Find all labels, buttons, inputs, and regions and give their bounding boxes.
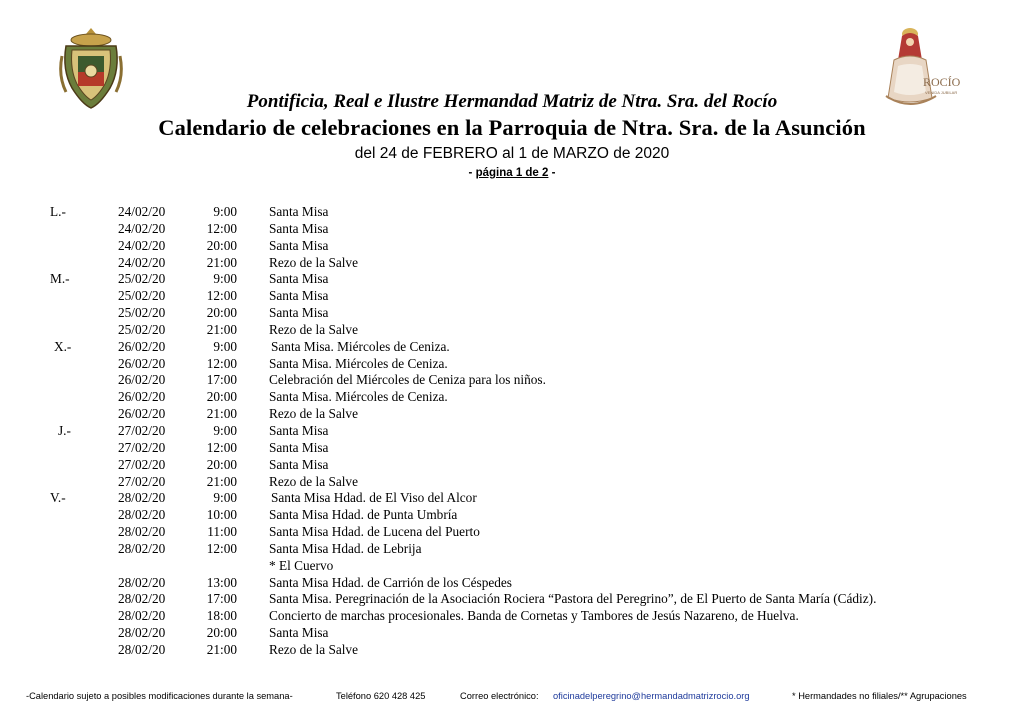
schedule-row (0, 305, 1024, 322)
time-cell: 17:00 (206, 591, 237, 607)
date-cell: 28/02/20 (118, 574, 166, 590)
description-cell: Concierto de marchas procesionales. Banda de Cornetas y Tambores de Jesús Nazareno, de Huelva. (269, 608, 799, 624)
date-cell: 24/02/20 (118, 254, 166, 270)
description-cell: Rezo de la Salve (269, 254, 358, 270)
schedule-row (0, 575, 1024, 592)
schedule-row (0, 474, 1024, 491)
description-cell: Santa Misa Hdad. de Carrión de los Céspedes (269, 574, 512, 590)
schedule-row (0, 271, 1024, 288)
date-cell: 27/02/20 (118, 473, 166, 489)
day-label: X.- (54, 338, 72, 354)
description-cell: Santa Misa (269, 288, 329, 304)
footer-phone: Teléfono 620 428 425 (336, 691, 426, 701)
date-cell: 28/02/20 (118, 625, 166, 641)
date-cell: 26/02/20 (118, 406, 166, 422)
time-cell: 20:00 (206, 625, 237, 641)
schedule-row (0, 608, 1024, 625)
schedule-row (0, 507, 1024, 524)
day-label: M.- (50, 271, 70, 287)
date-cell: 25/02/20 (118, 288, 166, 304)
time-cell: 20:00 (206, 389, 237, 405)
schedule-row (0, 423, 1024, 440)
description-cell: Rezo de la Salve (269, 321, 358, 337)
schedule-row (0, 339, 1024, 356)
date-cell: 26/02/20 (118, 389, 166, 405)
schedule-row (0, 440, 1024, 457)
time-cell: 13:00 (206, 574, 237, 590)
time-cell: 21:00 (206, 254, 237, 270)
date-cell: 28/02/20 (118, 524, 166, 540)
description-cell: Santa Misa Hdad. de Lebrija (269, 540, 422, 556)
description-cell: Santa Misa. Peregrinación de la Asociación Rociera “Pastora del Peregrino”, de El Puerto de Santa María (Cádiz). (269, 591, 877, 607)
description-cell: Santa Misa (269, 456, 329, 472)
description-cell: Rezo de la Salve (269, 473, 358, 489)
date-cell: 24/02/20 (118, 204, 166, 219)
description-cell: Santa Misa Hdad. de El Viso del Alcor (271, 490, 477, 506)
date-cell: 25/02/20 (118, 271, 166, 287)
time-cell: 9:00 (213, 490, 237, 506)
schedule-row (0, 238, 1024, 255)
time-cell: 9:00 (213, 422, 237, 438)
description-cell: Santa Misa (269, 305, 329, 321)
date-cell: 28/02/20 (118, 540, 166, 556)
time-cell: 12:00 (206, 288, 237, 304)
time-cell: 9:00 (213, 271, 237, 287)
day-label: L.- (50, 204, 66, 219)
description-cell: * El Cuervo (269, 557, 334, 573)
description-cell: Santa Misa. Miércoles de Ceniza. (269, 355, 448, 371)
schedule-row (0, 490, 1024, 507)
time-cell: 11:00 (207, 524, 237, 540)
time-cell: 12:00 (206, 439, 237, 455)
schedule-row (0, 221, 1024, 238)
day-label: V.- (50, 490, 66, 506)
time-cell: 9:00 (213, 338, 237, 354)
date-cell: 24/02/20 (118, 237, 166, 253)
footer (0, 689, 1024, 703)
calendar-title: Calendario de celebraciones en la Parroquia de Ntra. Sra. de la Asunción (158, 115, 866, 140)
schedule-table (0, 204, 1024, 659)
time-cell: 20:00 (206, 237, 237, 253)
description-cell: Santa Misa. Miércoles de Ceniza. (271, 338, 450, 354)
schedule-row (0, 255, 1024, 272)
schedule-row (0, 625, 1024, 642)
description-cell: Santa Misa (269, 271, 329, 287)
footer-email-link[interactable]: oficinadelperegrino@hermandadmatrizrocio.org (553, 691, 750, 701)
description-cell: Rezo de la Salve (269, 406, 358, 422)
description-cell: Santa Misa (269, 422, 329, 438)
time-cell: 18:00 (206, 608, 237, 624)
rocio-logo-subtext: VENIDA JUBILAR (925, 90, 958, 95)
date-cell: 24/02/20 (118, 220, 166, 236)
description-cell: Santa Misa Hdad. de Lucena del Puerto (269, 524, 480, 540)
date-cell: 27/02/20 (118, 439, 166, 455)
schedule-row (0, 372, 1024, 389)
date-cell: 26/02/20 (118, 372, 166, 388)
time-cell: 20:00 (206, 456, 237, 472)
date-range: del 24 de FEBRERO al 1 de MARZO de 2020 (354, 145, 670, 162)
page-suffix: - (548, 167, 556, 179)
date-cell: 25/02/20 (118, 305, 166, 321)
schedule-row (0, 406, 1024, 423)
date-cell: 28/02/20 (118, 641, 166, 657)
description-cell: Celebración del Miércoles de Ceniza para los niños. (269, 372, 546, 388)
date-cell: 28/02/20 (118, 490, 166, 506)
schedule-row (0, 591, 1024, 608)
schedule-row (0, 524, 1024, 541)
description-cell: Rezo de la Salve (269, 641, 358, 657)
date-cell: 28/02/20 (118, 591, 166, 607)
date-cell: 28/02/20 (118, 507, 166, 523)
description-cell: Santa Misa (269, 204, 329, 219)
schedule-row (0, 457, 1024, 474)
schedule-row (0, 642, 1024, 659)
schedule-row (0, 558, 1024, 575)
time-cell: 21:00 (206, 321, 237, 337)
time-cell: 12:00 (206, 220, 237, 236)
description-cell: Santa Misa (269, 439, 329, 455)
time-cell: 21:00 (206, 406, 237, 422)
date-cell: 25/02/20 (118, 321, 166, 337)
description-cell: Santa Misa (269, 625, 329, 641)
schedule-row (0, 288, 1024, 305)
time-cell: 21:00 (206, 473, 237, 489)
day-label: J.- (58, 422, 71, 438)
page-prefix: - (468, 167, 476, 179)
rocio-logo-text: ROCÍO (923, 75, 961, 89)
time-cell: 17:00 (206, 372, 237, 388)
time-cell: 20:00 (206, 305, 237, 321)
schedule-row (0, 204, 1024, 221)
date-cell: 26/02/20 (118, 338, 166, 354)
time-cell: 21:00 (206, 641, 237, 657)
schedule-row (0, 389, 1024, 406)
schedule-row (0, 322, 1024, 339)
page-label: página 1 de 2 (475, 167, 549, 179)
schedule-row (0, 541, 1024, 558)
schedule-row (0, 356, 1024, 373)
time-cell: 12:00 (206, 355, 237, 371)
footer-legend: * Hermandades no filiales/** Agrupaciones (792, 691, 967, 701)
description-cell: Santa Misa Hdad. de Punta Umbría (269, 507, 458, 523)
date-cell: 27/02/20 (118, 456, 166, 472)
footer-note: -Calendario sujeto a posibles modificaciones durante la semana- (26, 691, 293, 701)
description-cell: Santa Misa (269, 237, 329, 253)
organization-title: Pontificia, Real e Ilustre Hermandad Matriz de Ntra. Sra. del Rocío (246, 91, 778, 112)
date-cell: 26/02/20 (118, 355, 166, 371)
description-cell: Santa Misa (269, 220, 329, 236)
date-cell: 27/02/20 (118, 422, 166, 438)
time-cell: 10:00 (206, 507, 237, 523)
time-cell: 9:00 (213, 204, 237, 219)
time-cell: 12:00 (206, 540, 237, 556)
footer-email-label: Correo electrónico: (460, 691, 539, 701)
date-cell: 28/02/20 (118, 608, 166, 624)
description-cell: Santa Misa. Miércoles de Ceniza. (269, 389, 448, 405)
page-indicator (0, 167, 1024, 179)
